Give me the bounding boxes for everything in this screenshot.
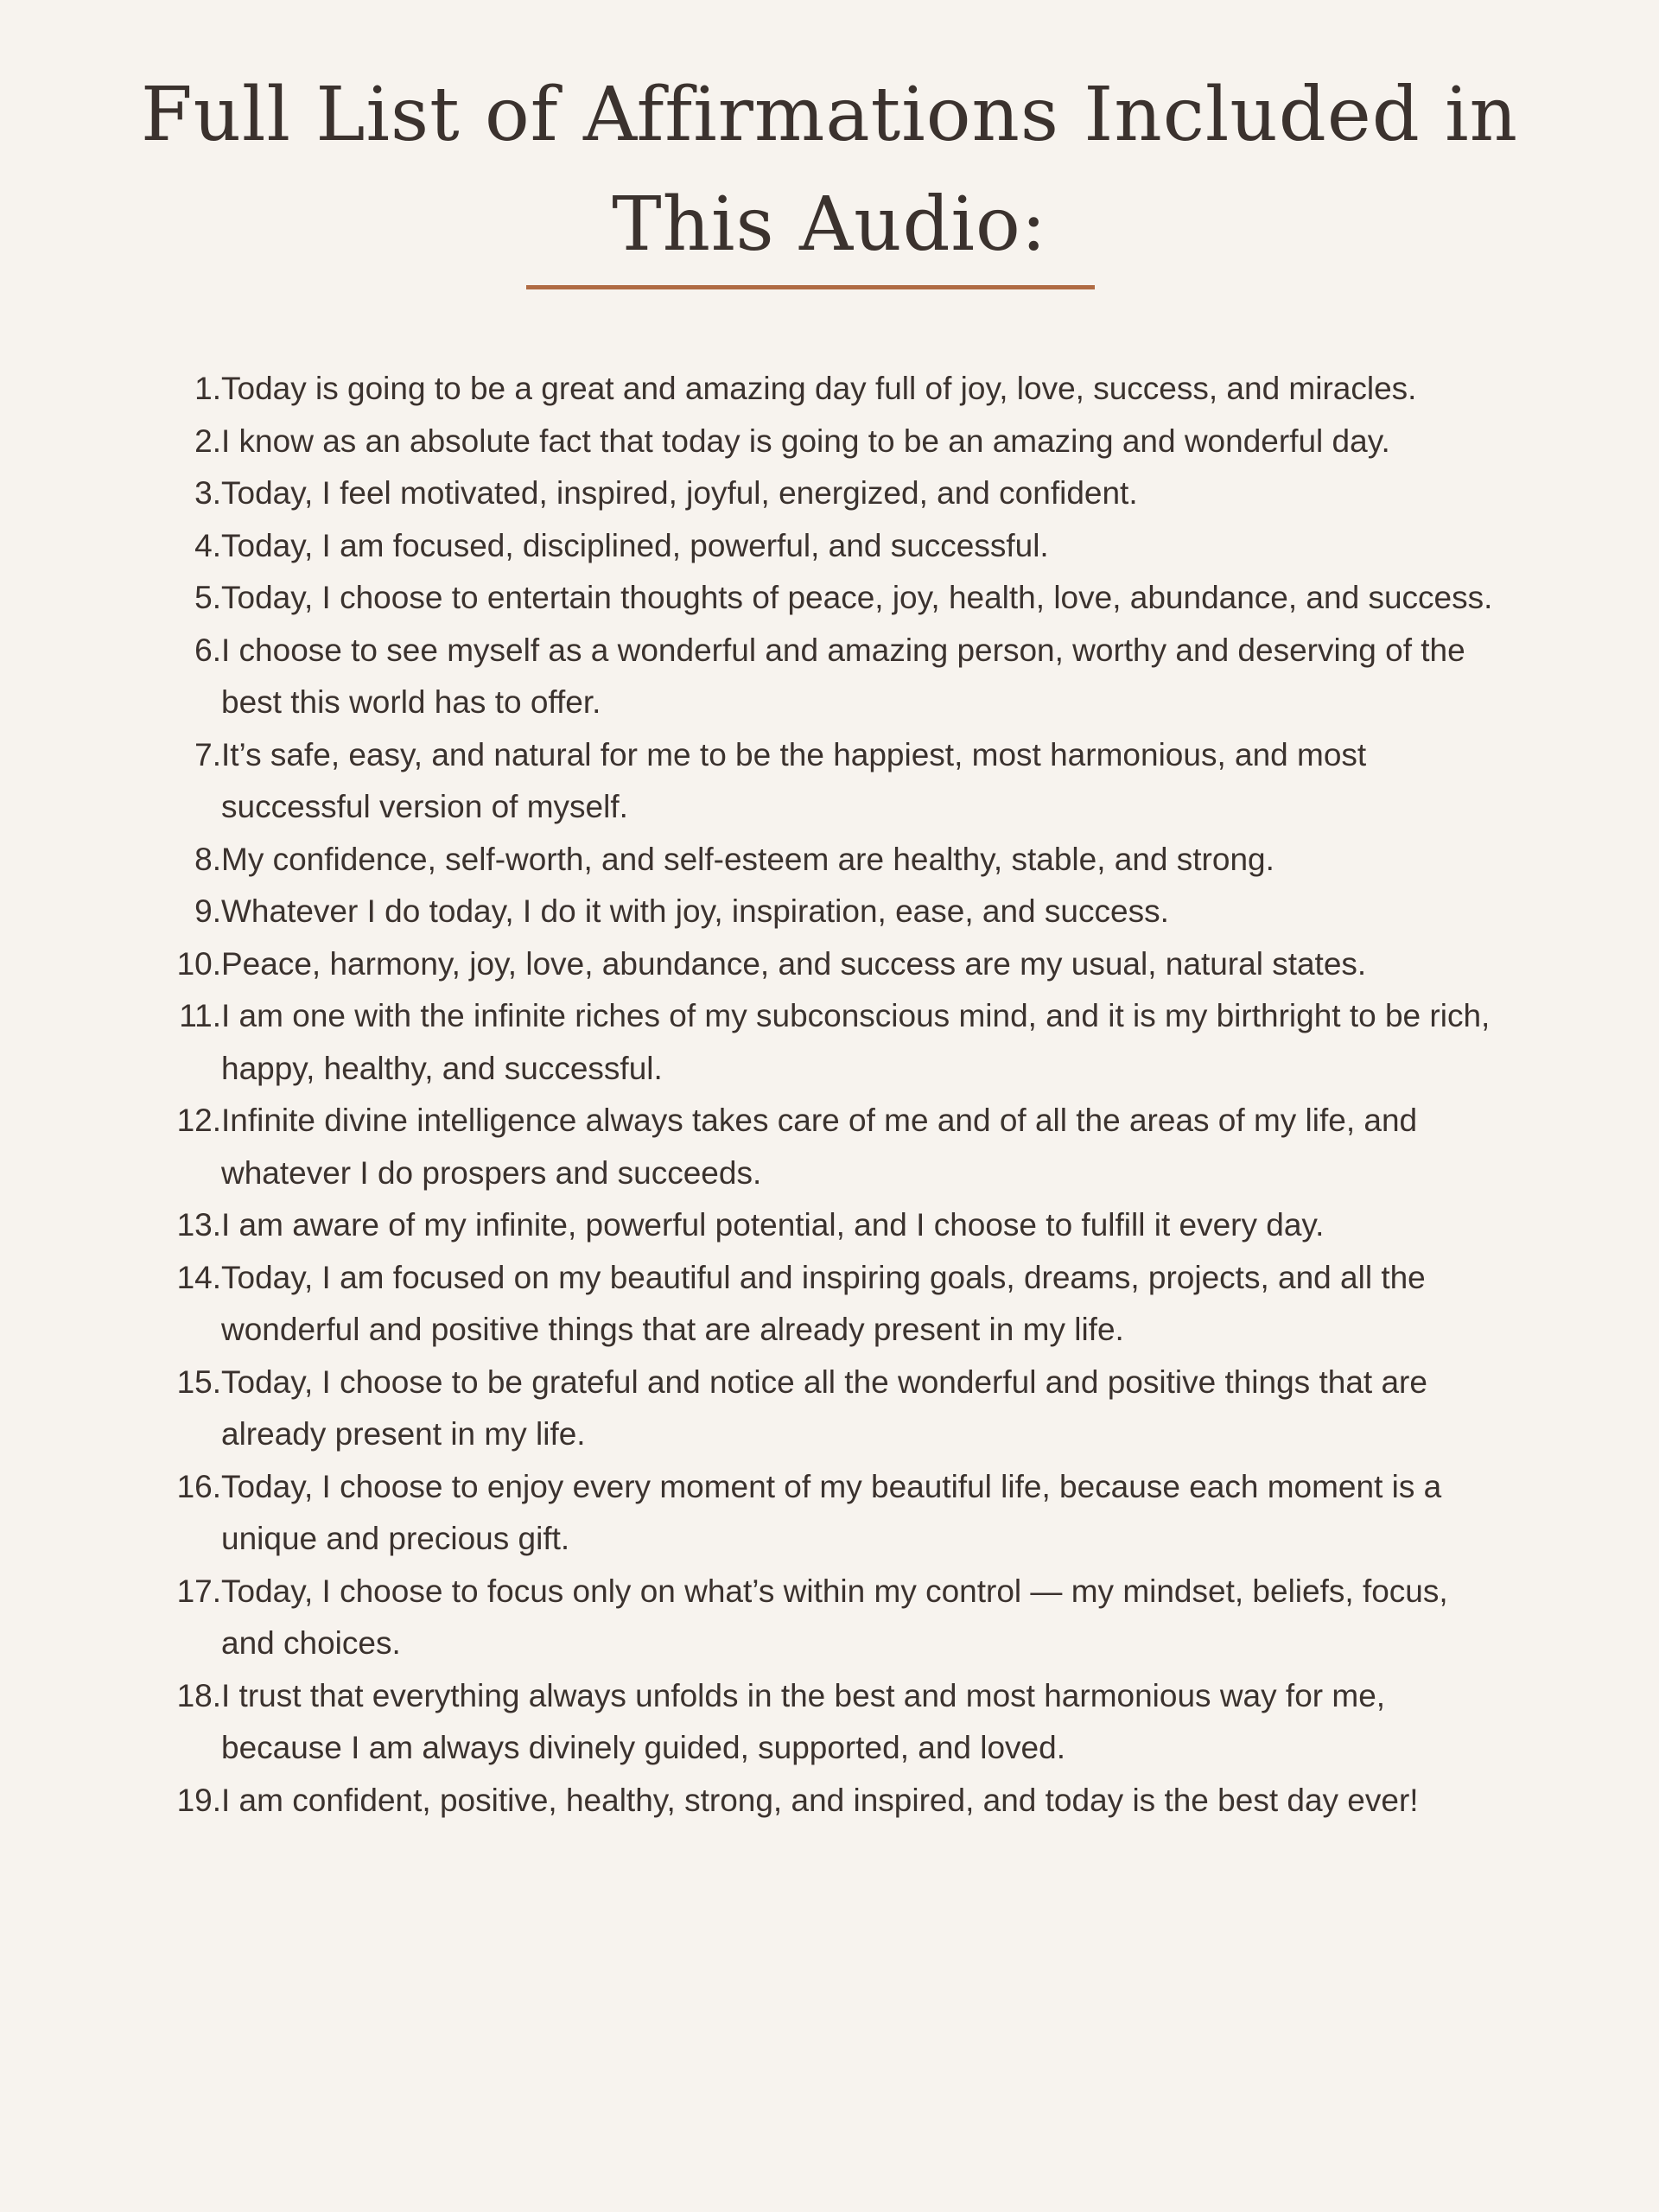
page-title	[0, 60, 1659, 280]
list-item	[121, 886, 1503, 938]
list-item-text: I am confident, positive, healthy, strong, and inspired, and today is the best day ever!	[221, 1782, 1419, 1818]
page-title-line-2: This Audio:	[612, 181, 1047, 268]
list-item	[121, 1461, 1503, 1566]
list-item	[121, 572, 1503, 625]
list-item-text: I trust that everything always unfolds in the best and most harmonious way for me, because I am always divinely guided, supported, and loved.	[221, 1677, 1386, 1765]
list-item	[121, 1670, 1503, 1775]
list-item	[121, 1199, 1503, 1252]
list-item-text: Today, I choose to entertain thoughts of peace, joy, health, love, abundance, and success.	[221, 580, 1493, 615]
list-item-number: 16.	[176, 1468, 221, 1504]
list-item-number: 5.	[194, 580, 221, 615]
list-item	[121, 363, 1503, 416]
list-item-number: 8.	[194, 841, 221, 877]
list-item-number: 14.	[176, 1259, 221, 1295]
title-divider	[526, 285, 1095, 289]
list-item-number: 1.	[194, 371, 221, 406]
list-item	[121, 1775, 1503, 1827]
list-item	[121, 520, 1503, 573]
list-item-text: Infinite divine intelligence always takes care of me and of all the areas of my life, and whatever I do prospers and succeeds.	[221, 1103, 1418, 1191]
list-item-text: Today, I choose to enjoy every moment of my beautiful life, because each moment is a unique and precious gift.	[221, 1468, 1442, 1556]
list-item	[121, 834, 1503, 887]
list-item	[121, 1095, 1503, 1199]
list-item-text: I choose to see myself as a wonderful and amazing person, worthy and deserving of the best this world has to offer.	[221, 632, 1465, 720]
list-item-number: 17.	[176, 1573, 221, 1609]
list-item-number: 2.	[194, 423, 221, 459]
list-item	[121, 729, 1503, 834]
affirmations-list	[121, 363, 1503, 1827]
list-item-text: It’s safe, easy, and natural for me to be the happiest, most harmonious, and most successful version of myself.	[221, 736, 1367, 824]
list-item-text: I know as an absolute fact that today is going to be an amazing and wonderful day.	[221, 423, 1390, 459]
page-title-line-1: Full List of Affirmations Included in	[140, 72, 1519, 158]
list-item-number: 3.	[194, 475, 221, 511]
list-item-text: Peace, harmony, joy, love, abundance, and success are my usual, natural states.	[221, 945, 1367, 982]
list-item	[121, 467, 1503, 520]
list-item-number: 6.	[194, 632, 221, 668]
list-item-text: I am one with the infinite riches of my subconscious mind, and it is my birthright to be rich, happy, healthy, and successful.	[221, 998, 1491, 1086]
list-item	[121, 990, 1503, 1095]
list-item-number: 11.	[179, 998, 221, 1033]
list-item-number: 9.	[194, 893, 221, 929]
list-item	[121, 1566, 1503, 1670]
list-item-text: Today, I choose to focus only on what’s within my control — my mindset, beliefs, focus, and choices.	[221, 1573, 1448, 1661]
list-item-text: Today, I choose to be grateful and notice all the wonderful and positive things that are already present in my life.	[221, 1363, 1427, 1452]
list-item-number: 7.	[194, 736, 221, 772]
list-item-text: My confidence, self-worth, and self-esteem are healthy, stable, and strong.	[221, 841, 1274, 877]
list-item	[121, 625, 1503, 729]
list-item-text: Today, I am focused on my beautiful and inspiring goals, dreams, projects, and all the wonderful and positive things that are already present in my life.	[221, 1259, 1426, 1347]
list-item-text: Today, I am focused, disciplined, powerful, and successful.	[221, 527, 1049, 563]
list-item-text: Today, I feel motivated, inspired, joyful, energized, and confident.	[221, 475, 1138, 511]
list-item-number: 18.	[176, 1677, 221, 1713]
list-item-number: 10.	[176, 945, 221, 982]
list-item	[121, 416, 1503, 468]
list-item-text: Today is going to be a great and amazing day full of joy, love, success, and miracles.	[221, 371, 1417, 406]
list-item-number: 13.	[176, 1207, 221, 1243]
list-item	[121, 938, 1503, 991]
list-item	[121, 1357, 1503, 1461]
list-item-number: 4.	[194, 527, 221, 563]
list-item	[121, 1252, 1503, 1357]
list-item-text: I am aware of my infinite, powerful potential, and I choose to fulfill it every day.	[221, 1207, 1325, 1243]
list-item-number: 19.	[176, 1782, 221, 1818]
list-item-text: Whatever I do today, I do it with joy, inspiration, ease, and success.	[221, 893, 1169, 929]
list-item-number: 15.	[176, 1363, 221, 1400]
list-item-number: 12.	[176, 1103, 221, 1138]
